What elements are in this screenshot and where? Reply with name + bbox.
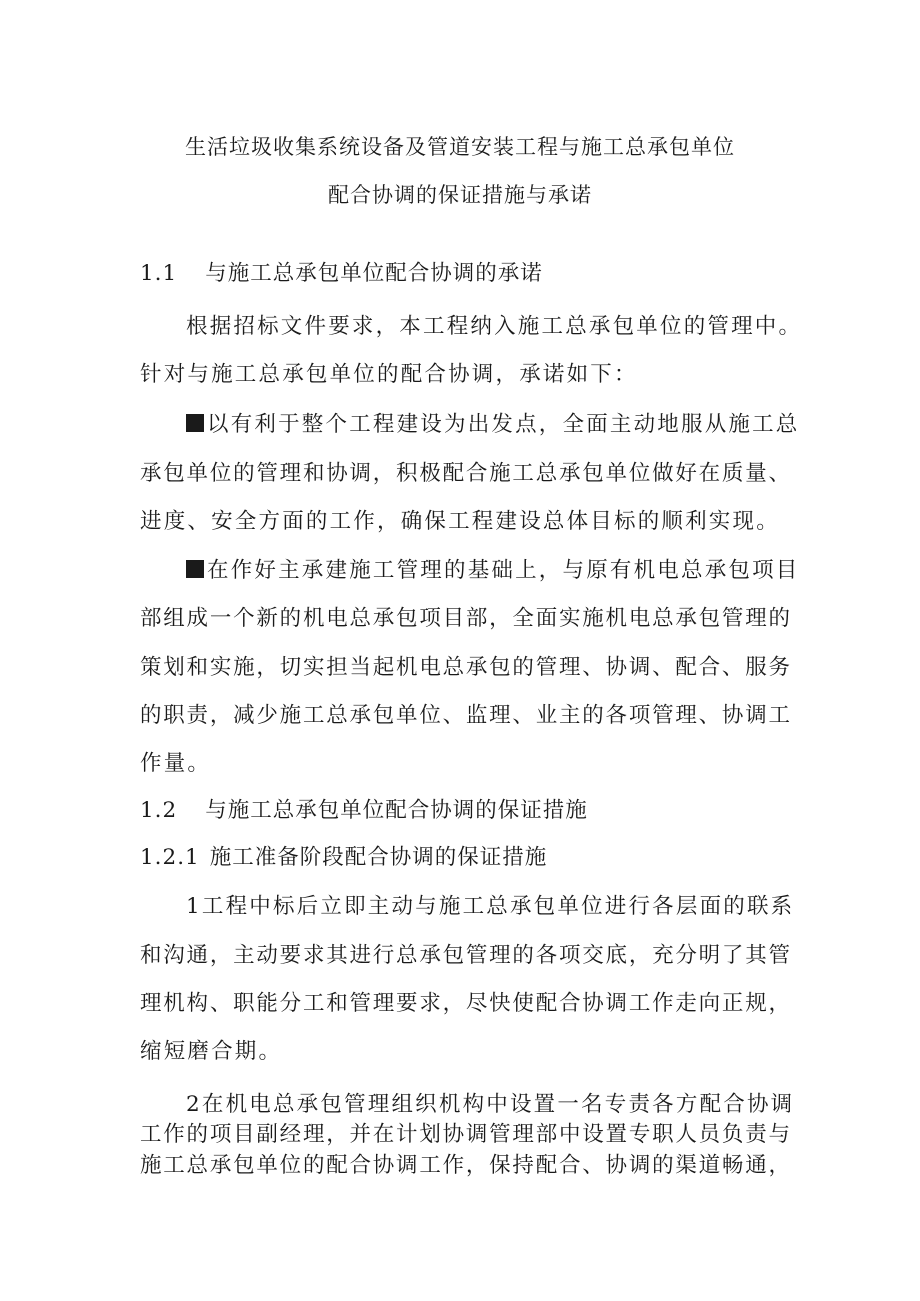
paragraph-line: 和沟通，主动要求其进行总承包管理的各项交底，充分明了其管 [140, 943, 790, 968]
section-heading-1-2 [140, 796, 790, 826]
square-bullet-icon [186, 414, 204, 432]
paragraph-line: 针对与施工总承包单位的配合协调，承诺如下： [140, 362, 638, 387]
paragraph-line: 进度、安全方面的工作，确保工程建设总体目标的顺利实现。 [140, 509, 780, 534]
section-number: 1.2.1 [140, 845, 200, 870]
paragraph-line: 承包单位的管理和协调，积极配合施工总承包单位做好在质量、 [140, 461, 790, 486]
section-title: 与施工总承包单位配合协调的承诺 [205, 261, 543, 286]
section-title: 施工准备阶段配合协调的保证措施 [209, 845, 548, 870]
paragraph-line: 以有利于整个工程建设为出发点，全面主动地服从施工总 [207, 412, 800, 437]
paragraph-line: 作量。 [140, 751, 212, 776]
section-heading-1-1 [140, 259, 790, 289]
square-bullet-icon [186, 560, 204, 578]
paragraph-line: 工作的项目副经理，并在计划协调管理部中设置专职人员负责与 [140, 1122, 790, 1147]
paragraph-line: 在作好主承建施工管理的基础上，与原有机电总承包项目 [207, 558, 800, 583]
paragraph-line: 的职责，减少施工总承包单位、监理、业主的各项管理、协调工 [140, 703, 790, 728]
section-number: 1.2 [140, 798, 178, 823]
bullet-item-1 [186, 410, 800, 440]
paragraph-line: 理机构、职能分工和管理要求，尽快使配合协调工作走向正规， [140, 991, 790, 1016]
document-title-line-1: 生活垃圾收集系统设备及管道安装工程与施工总承包单位 [185, 135, 735, 159]
paragraph-line: 施工总承包单位的配合协调工作，保持配合、协调的渠道畅通， [140, 1153, 790, 1178]
section-title: 与施工总承包单位配合协调的保证措施 [205, 798, 588, 823]
document-title-line-2: 配合协调的保证措施与承诺 [328, 183, 592, 207]
bullet-item-2 [186, 556, 800, 586]
paragraph-line: 1工程中标后立即主动与施工总承包单位进行各层面的联系 [186, 894, 795, 919]
section-heading-1-2-1 [140, 843, 790, 873]
paragraph-line: 根据招标文件要求，本工程纳入施工总承包单位的管理中。 [186, 314, 803, 339]
paragraph-line: 部组成一个新的机电总承包项目部，全面实施机电总承包管理的 [140, 606, 790, 631]
paragraph-line: 策划和实施，切实担当起机电总承包的管理、协调、配合、服务 [140, 655, 790, 680]
paragraph-line: 缩短磨合期。 [140, 1039, 283, 1064]
paragraph-line: 2在机电总承包管理组织机构中设置一名专责各方配合协调 [186, 1092, 795, 1117]
section-number: 1.1 [140, 261, 178, 286]
